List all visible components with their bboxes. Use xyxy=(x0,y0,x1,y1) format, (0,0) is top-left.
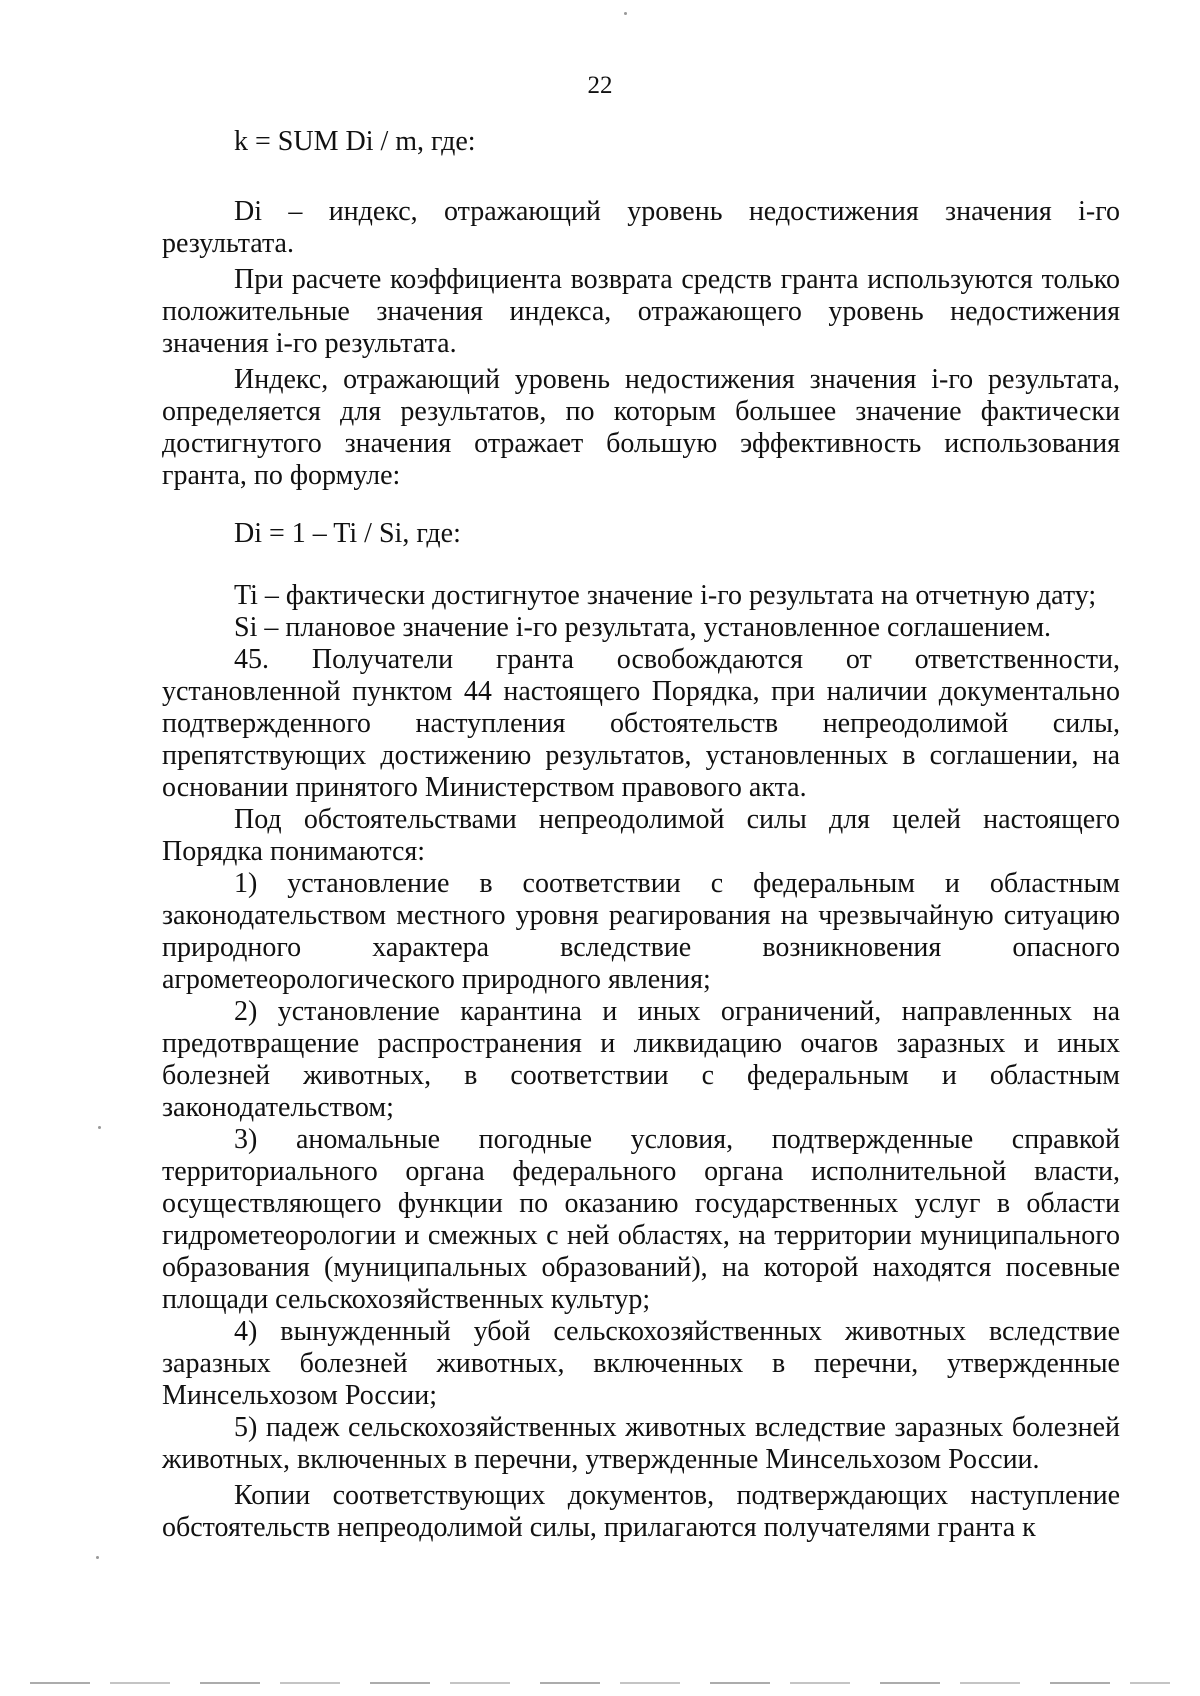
formula-d: Di = 1 – Ti / Si, где: xyxy=(234,518,461,549)
paragraph: 5) падеж сельскохозяйственных животных вследствие заразных болезней животных, включенных в перечни, утвержденные Минсельхозом России. xyxy=(162,1412,1120,1475)
paragraph: 1) установление в соответствии с федеральным и областным законодательством местного уровня реагирования на чрезвычайную ситуацию природного характера вследствие возникновения опасного агрометеорологического природного явления; xyxy=(162,868,1120,995)
paragraph: Si – плановое значение i-го результата, установленное соглашением. xyxy=(234,612,1052,643)
paragraph: 45. Получатели гранта освобождаются от ответственности, установленной пунктом 44 настоящего Порядка, при наличии документально подтвержденного наступления обстоятельств непреодолимой силы, препятствующих достижению результатов, установленных в соглашении, на основании принятого Министерством правового акта. xyxy=(162,644,1120,803)
scan-artifact-line xyxy=(30,1682,1170,1684)
scan-artifact-dot xyxy=(624,12,627,15)
paragraph: При расчете коэффициента возврата средств гранта используются только положительные значения индекса, отражающего уровень недостижения значения i-го результата. xyxy=(162,264,1120,359)
paragraph: Индекс, отражающий уровень недостижения значения i-го результата, определяется для результатов, по которым большее значение фактически достигнутого значения отражает большую эффективность использования гранта, по формуле: xyxy=(162,364,1120,491)
paragraph: Под обстоятельствами непреодолимой силы для целей настоящего Порядка понимаются: xyxy=(162,804,1120,867)
text-block-1 xyxy=(162,196,1120,492)
page-number: 22 xyxy=(587,72,613,99)
text-block-2 xyxy=(162,580,1120,1544)
paragraph: Di – индекс, отражающий уровень недостижения значения i-го результата. xyxy=(162,196,1120,259)
paragraph: 4) вынужденный убой сельскохозяйственных животных вследствие заразных болезней животных, включенных в перечни, утвержденные Минсельхозом России; xyxy=(162,1316,1120,1411)
paragraph: 3) аномальные погодные условия, подтвержденные справкой территориального органа федерального органа исполнительной власти, осуществляющего функции по оказанию государственных услуг в области гидрометеорологии и смежных с ней областях, на территории муниципального образования (муниципальных образований), на которой находятся посевные площади сельскохозяйственных культур; xyxy=(162,1124,1120,1315)
scan-artifact-dot xyxy=(98,1126,101,1129)
paragraph: Копии соответствующих документов, подтверждающих наступление обстоятельств непреодолимой силы, прилагаются получателями гранта к xyxy=(162,1480,1120,1543)
paragraph: 2) установление карантина и иных ограничений, направленных на предотвращение распространения и ликвидацию очагов заразных и иных болезней животных, в соответствии с федеральным и областным законодательством; xyxy=(162,996,1120,1123)
paragraph: Ti – фактически достигнутое значение i-го результата на отчетную дату; xyxy=(234,580,1097,611)
scan-artifact-dot xyxy=(96,1556,99,1559)
formula-k: k = SUM Di / m, где: xyxy=(234,126,476,157)
